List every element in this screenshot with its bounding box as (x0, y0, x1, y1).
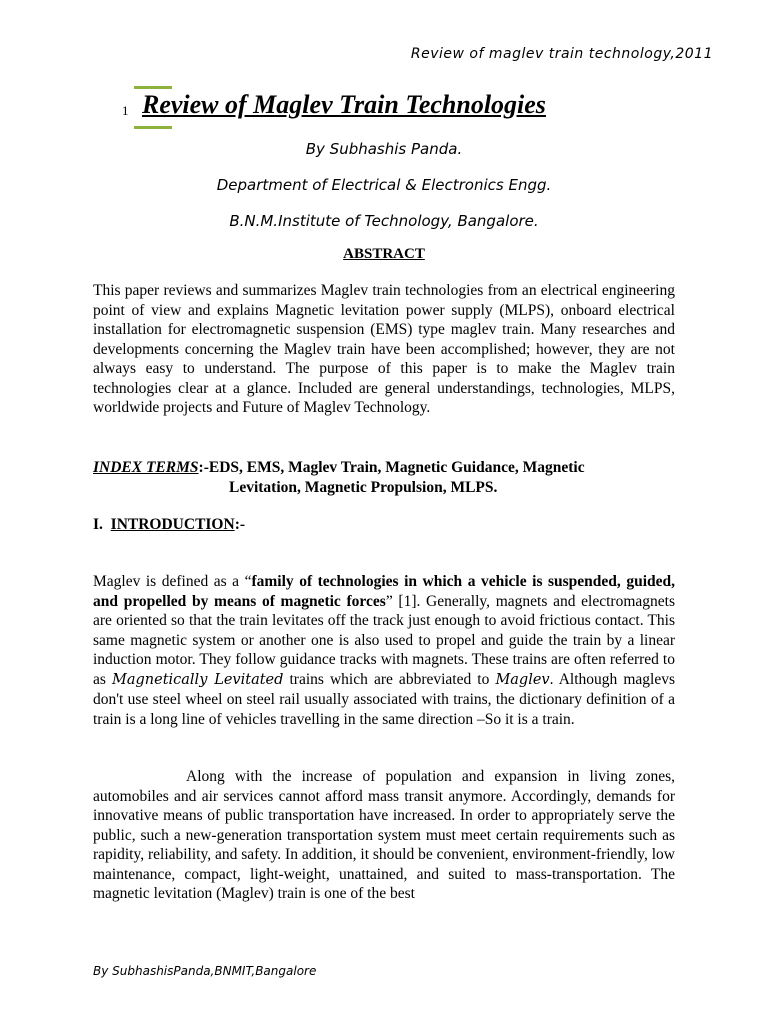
index-terms-label: INDEX TERMS (93, 459, 199, 476)
term-magnetically-levitated: Magnetically Levitated (112, 671, 284, 688)
author-institute: B.N.M.Institute of Technology, Bangalore. (229, 212, 539, 230)
index-terms-line1: EDS, EMS, Maglev Train, Magnetic Guidance, Magnetic (208, 459, 585, 476)
index-terms-line2: Levitation, Magnetic Propulsion, MLPS. (229, 479, 498, 496)
index-terms-separator: :- (198, 459, 209, 476)
intro-p1-text-d: . Although maglevs don't use steel wheel on steel rail usually associated with trains, the dictionary definition of a train is a long line of vehicles travelling in the same direction –So it is a train. (93, 670, 676, 728)
intro-paragraph-1 (93, 572, 675, 729)
intro-p1-text-c: trains which are abbreviated to (283, 670, 496, 688)
term-maglev: Maglev (495, 671, 550, 688)
index-terms (93, 458, 675, 498)
page-footer: By SubhashisPanda,BNMIT,Bangalore (93, 964, 317, 978)
intro-p1-text-b: ” [1]. Generally, magnets and electromagnets are oriented so that the train levitates off the track just enough to avoid frictious contact. This same magnetic system or another one is also used to propel and guide the train by a linear induction motor. They follow guidance tracks with magnets. These trains are often referred to as (93, 592, 675, 688)
abstract-heading: ABSTRACT (343, 246, 425, 262)
section-numeral: I. (93, 516, 103, 533)
abstract-body: This paper reviews and summarizes Maglev train technologies from an electrical engineering point of view and explains Magnetic levitation power supply (MLPS), onboard electrical installation for electromagnetic suspension (EMS) type maglev train. Many researches and developments concerning the Maglev train have been accomplished; however, they are not always easy to understand. The purpose of this paper is to make the Maglev train technologies clear at a glance. Included are general understandings, technologies, MLPS, worldwide projects and Future of Maglev Technology. (93, 282, 675, 416)
paper-title: Review of Maglev Train Technologies (142, 90, 546, 119)
running-header: Review of maglev train technology,2011 (410, 46, 713, 62)
section-title: INTRODUCTION (110, 516, 235, 533)
maglev-definition: family of technologies in which a vehicle is suspended, guided, and propelled by means of magnetic forces (93, 573, 675, 610)
section-title-suffix: :- (234, 516, 246, 533)
title-number: 1 (122, 103, 129, 118)
title-accent-bar-bottom (134, 126, 172, 129)
section-heading-introduction (93, 516, 245, 534)
title-accent-bar-top (134, 86, 172, 89)
intro-paragraph-2 (93, 767, 675, 904)
intro-p1-text-a: Maglev is defined as a “ (93, 573, 252, 590)
author-byline: By Subhashis Panda. (305, 140, 463, 158)
intro-p2-text: Along with the increase of population and expansion in living zones, automobiles and air services cannot afford mass transit anymore. Accordingly, demands for innovative means of public transportation have increased. In order to appropriately serve the public, such a new-generation transportation system must meet certain requirements such as rapidity, reliability, and safety. In addition, it should be convenient, environment-friendly, low maintenance, compact, light-weight, unattained, and suited to mass-transportation. The magnetic levitation (Maglev) train is one of the best (93, 768, 675, 902)
author-department: Department of Electrical & Electronics Engg. (216, 176, 552, 194)
